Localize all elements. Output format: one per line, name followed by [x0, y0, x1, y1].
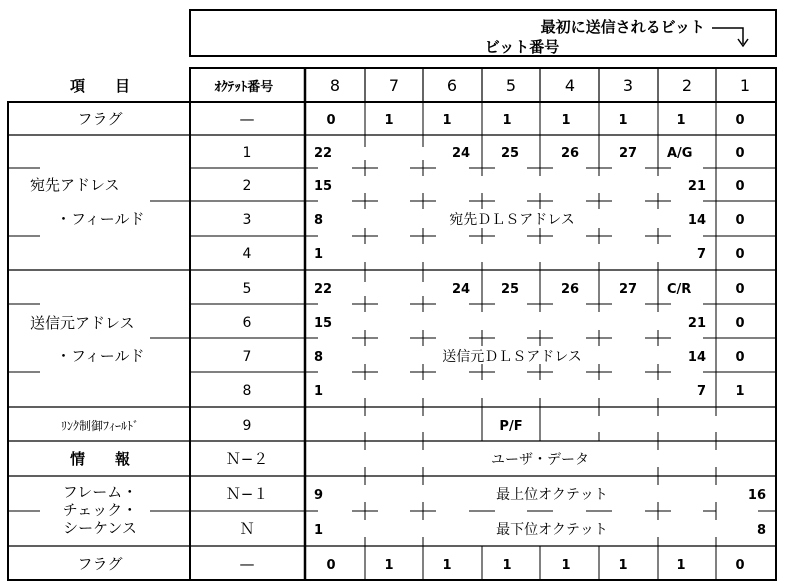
src-octet-8: 8 [242, 383, 252, 399]
user-data-caption: ユーザ・データ [491, 452, 589, 468]
dest-dls-address-caption: 宛先ＤＬＳアドレス [449, 212, 575, 228]
dest-r4-b8: 1 [314, 247, 324, 262]
column-header-octet-number: ｵｸﾃｯﾄ番号 [214, 80, 274, 95]
bit-header-7: 7 [388, 76, 400, 95]
dest-octet-4: 4 [242, 246, 252, 262]
flag-end-bit-6: 1 [442, 558, 452, 573]
flag-bit-5: 1 [502, 113, 512, 128]
src-r3-b8: 8 [314, 350, 324, 365]
dest-r3-b1: 0 [735, 213, 745, 228]
src-r3-b1: 0 [735, 350, 745, 365]
dest-r4-b1: 0 [735, 247, 745, 262]
fcs-r2-b1: 8 [756, 523, 766, 538]
dest-label-2: ・フィールド [56, 210, 145, 228]
dest-r1-b8: 22 [314, 146, 333, 161]
destination-address-field [30, 145, 745, 262]
src-r4-b8: 1 [314, 384, 324, 399]
flag-end-label: フラグ [77, 555, 123, 573]
src-octet-7: 7 [242, 349, 252, 365]
src-r3-b2: 14 [687, 350, 706, 365]
dest-r1-b5: 25 [501, 146, 520, 161]
grid-tick-marks [305, 135, 776, 546]
column-header-item: 項 目 [69, 77, 131, 95]
src-r1-b6: 24 [452, 282, 471, 297]
src-r1-b3: 27 [619, 282, 638, 297]
flag-end-bit-2: 1 [676, 558, 686, 573]
fcs-msb-caption: 最上位オクテット [496, 487, 608, 503]
dest-r2-b1: 0 [735, 179, 745, 194]
bit-header-2: 2 [681, 76, 693, 95]
first-bit-label: 最初に送信されるビット [540, 18, 705, 36]
dest-r3-b2: 14 [687, 213, 706, 228]
bit-header-4: 4 [564, 76, 576, 95]
dest-r1-b6: 24 [452, 146, 471, 161]
src-r1-b5: 25 [501, 282, 520, 297]
dest-r2-b8: 15 [314, 179, 333, 194]
dest-r1-b4: 26 [561, 146, 580, 161]
fcs-label-1: フレーム・ [62, 483, 138, 501]
src-r2-b1: 0 [735, 316, 745, 331]
bit-header-8: 8 [329, 76, 341, 95]
dest-octet-1: 1 [242, 145, 252, 161]
src-label-1: 送信元アドレス [30, 314, 135, 332]
src-octet-6: 6 [242, 315, 252, 331]
bit-header-5: 5 [505, 76, 517, 95]
fcs-r1-b8: 9 [314, 488, 324, 503]
flag-end-bit-3: 1 [618, 558, 628, 573]
fcs-octet-n: Ｎ [239, 520, 255, 538]
src-r4-b2: 7 [696, 384, 706, 399]
flag-bit-1: 0 [735, 113, 745, 128]
src-r4-b1: 1 [735, 384, 745, 399]
flag-bit-4: 1 [561, 113, 571, 128]
fcs-r1-b1: 16 [747, 488, 766, 503]
src-r1-b4: 26 [561, 282, 580, 297]
flag-bit-8: 0 [326, 113, 336, 128]
pf-bit: P/F [499, 419, 523, 434]
dest-r4-b2: 7 [696, 247, 706, 262]
dest-octet-2: 2 [242, 178, 252, 194]
information-octet: Ｎ−２ [225, 450, 269, 468]
fcs-lsb-caption: 最下位オクテット [496, 522, 608, 538]
fcs-label-3: シーケンス [63, 519, 137, 537]
flag-bit-6: 1 [442, 113, 452, 128]
flag-row-bottom [77, 555, 744, 573]
dest-r2-b2: 21 [687, 179, 706, 194]
information-label: 情 報 [69, 450, 131, 468]
dest-r1-b2: A/G [667, 146, 693, 161]
link-control-field [61, 418, 523, 434]
flag-label: フラグ [77, 110, 123, 128]
flag-end-bit-7: 1 [384, 558, 394, 573]
flag-row-top [77, 110, 744, 128]
src-octet-5: 5 [242, 281, 252, 297]
source-address-field [30, 281, 745, 399]
src-r2-b8: 15 [314, 316, 333, 331]
flag-bit-2: 1 [676, 113, 686, 128]
dest-label-1: 宛先アドレス [30, 176, 120, 194]
flag-bit-3: 1 [618, 113, 628, 128]
flag-end-octet: — [239, 555, 255, 573]
flag-end-bit-8: 0 [326, 558, 336, 573]
dest-r1-b1: 0 [735, 146, 745, 161]
src-r1-b1: 0 [735, 282, 745, 297]
link-control-label: ﾘﾝｸ制御ﾌｨｰﾙﾄﾞ [60, 419, 140, 433]
src-label-2: ・フィールド [56, 347, 145, 365]
src-r1-b8: 22 [314, 282, 333, 297]
information-field [69, 450, 589, 468]
fcs-r2-b8: 1 [314, 523, 324, 538]
fcs-label-2: チェック・ [62, 501, 138, 519]
bit-header-6: 6 [446, 76, 458, 95]
dest-r1-b3: 27 [619, 146, 638, 161]
fcs-octet-n-minus-1: Ｎ−１ [225, 485, 269, 503]
src-r2-b2: 21 [687, 316, 706, 331]
dest-r3-b8: 8 [314, 213, 324, 228]
dest-octet-3: 3 [242, 212, 252, 228]
flag-bit-7: 1 [384, 113, 394, 128]
flag-end-bit-4: 1 [561, 558, 571, 573]
flag-end-bit-5: 1 [502, 558, 512, 573]
src-r1-b2: C/R [667, 282, 692, 297]
bit-number-label: ビット番号 [484, 38, 560, 56]
first-bit-arrow-icon [712, 28, 748, 46]
flag-octet: — [239, 110, 255, 128]
bit-header-3: 3 [622, 76, 634, 95]
flag-end-bit-1: 0 [735, 558, 745, 573]
src-dls-address-caption: 送信元ＤＬＳアドレス [442, 349, 582, 365]
bit-header-1: 1 [739, 76, 751, 95]
link-control-octet: 9 [242, 418, 252, 434]
